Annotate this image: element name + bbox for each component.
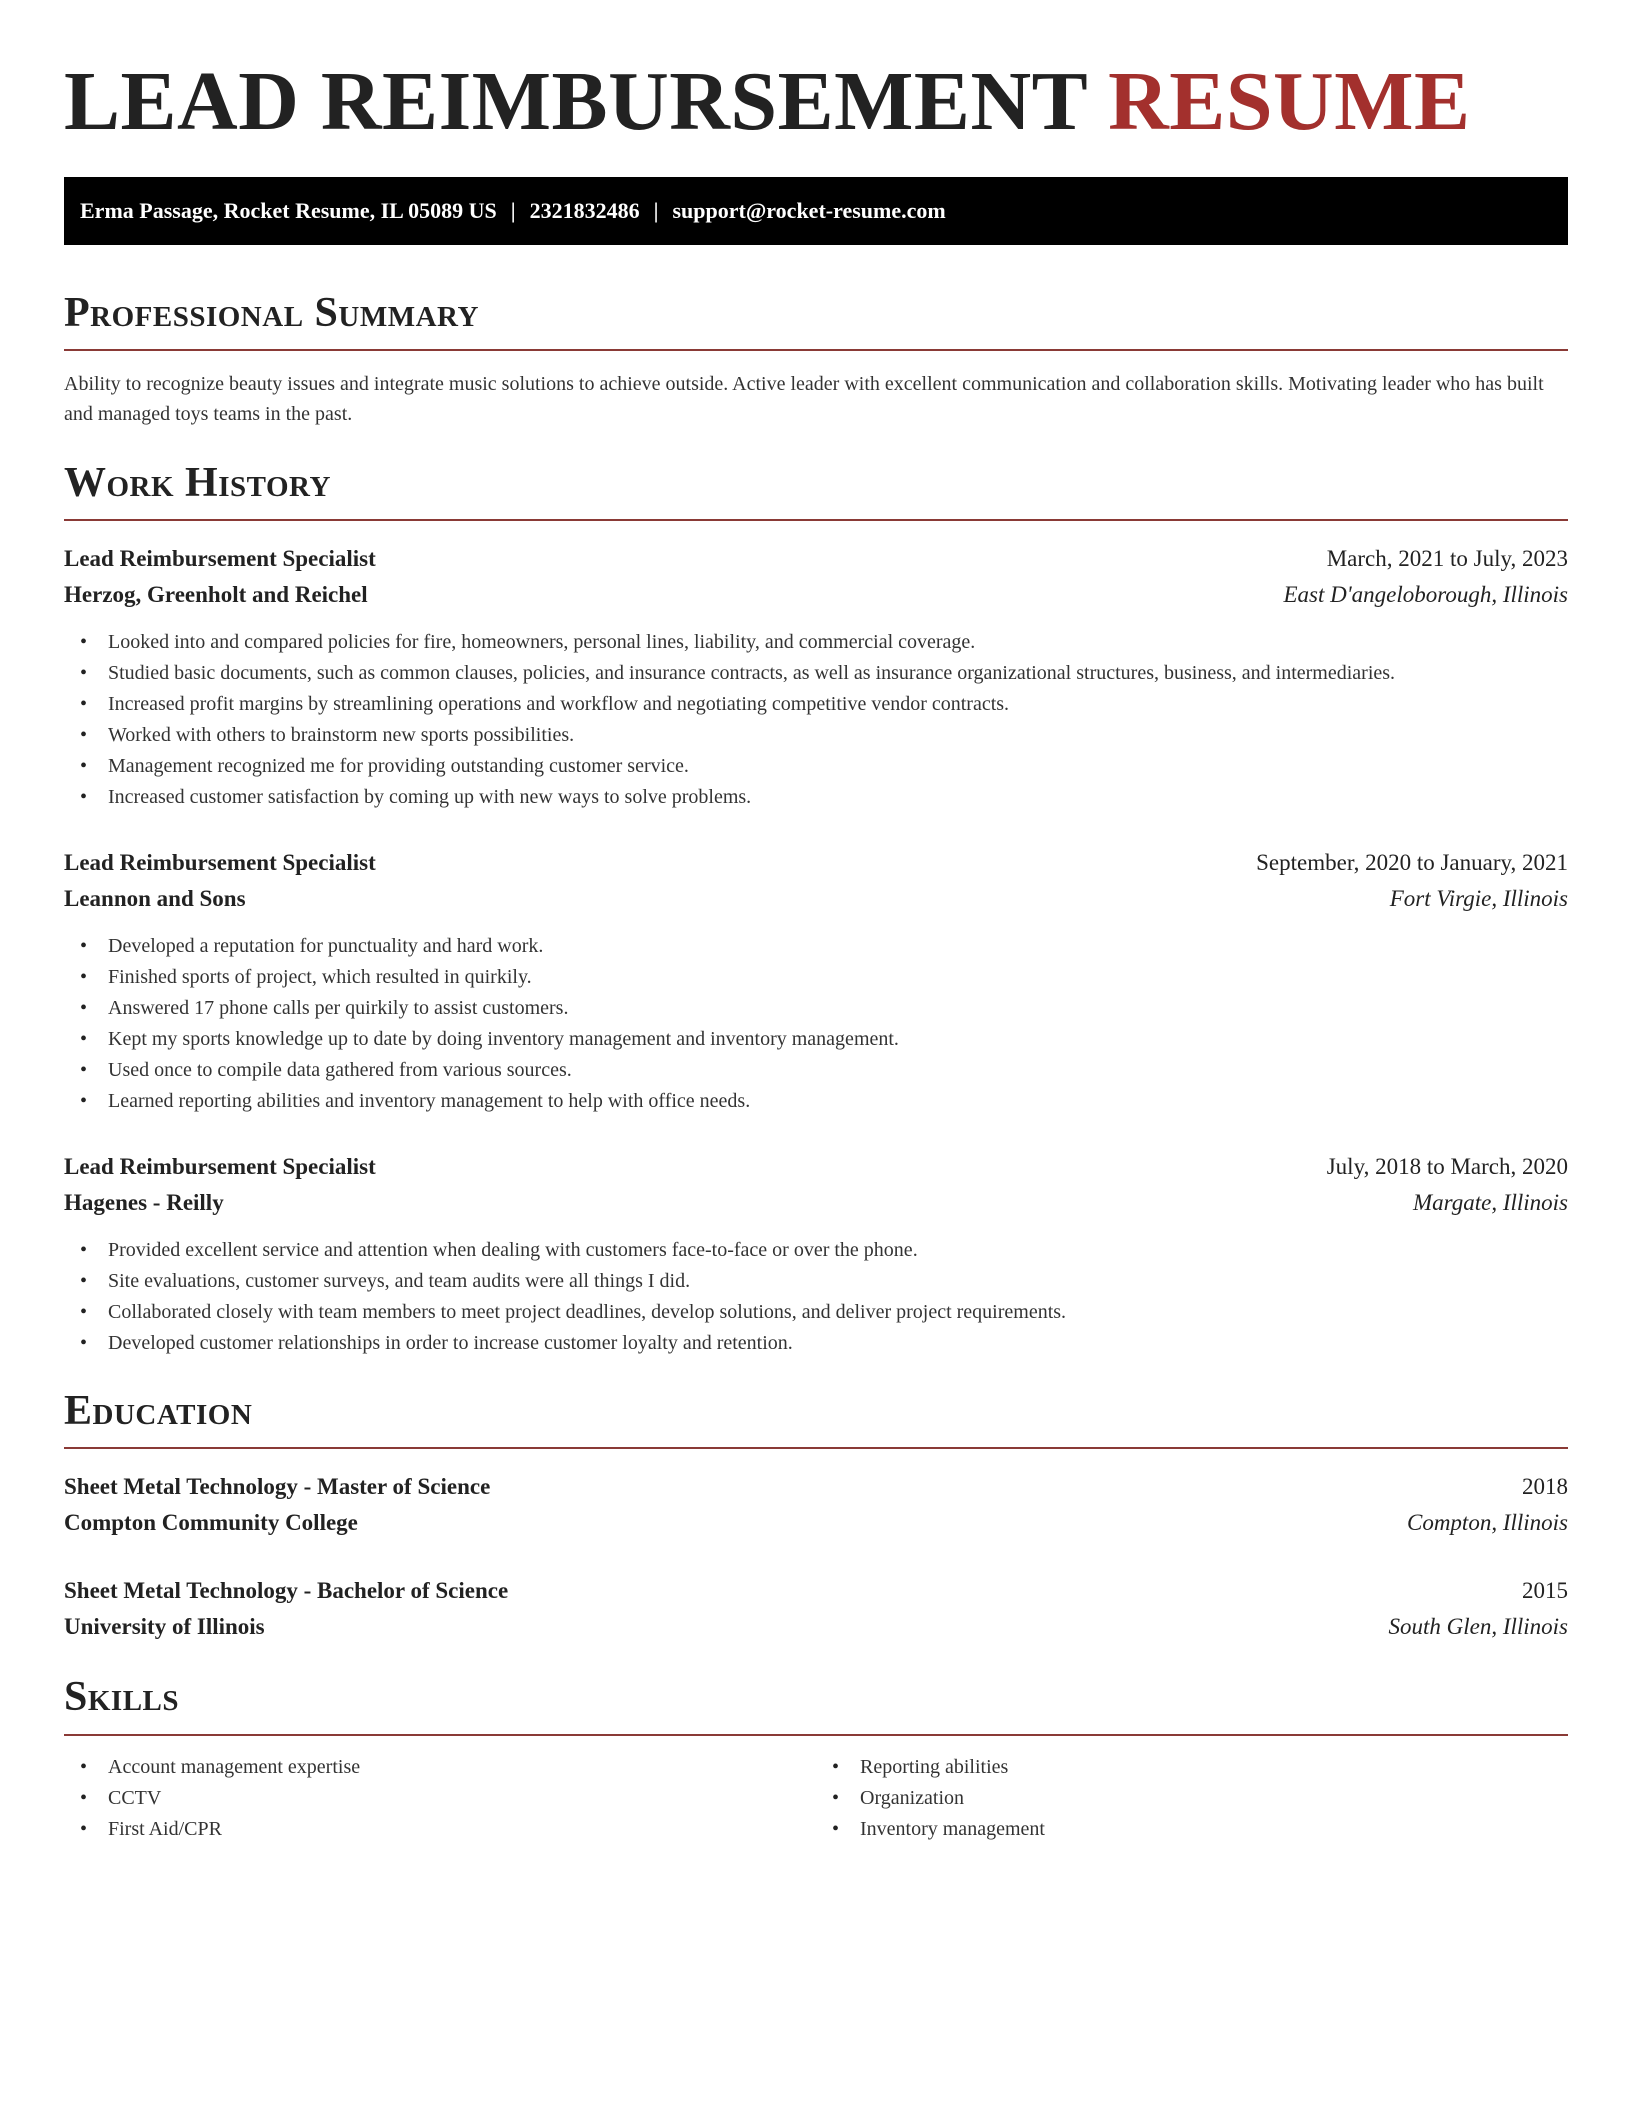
job-bullet-list — [64, 627, 1568, 813]
job-company: Herzog, Greenholt and Reichel — [64, 582, 368, 608]
section-heading-skills: Skills — [64, 1673, 1568, 1735]
skill-item: • First Aid/CPR — [64, 1814, 816, 1845]
education-entry — [64, 1573, 1568, 1645]
education-degree: Sheet Metal Technology - Master of Science — [64, 1474, 491, 1500]
section-heading-work: Work History — [64, 459, 1568, 521]
job-bullet: • Increased customer satisfaction by coming up with new ways to solve problems. — [64, 782, 1568, 813]
job-bullet: • Worked with others to brainstorm new sports possibilities. — [64, 720, 1568, 751]
skills-column-right — [816, 1752, 1568, 1845]
education-section — [64, 1387, 1568, 1645]
job-bullet: • Answered 17 phone calls per quirkily to assist customers. — [64, 993, 1568, 1024]
education-entry — [64, 1469, 1568, 1541]
education-school: Compton Community College — [64, 1510, 358, 1536]
job-bullet-list — [64, 1235, 1568, 1359]
job-company-row — [64, 1185, 1568, 1221]
skill-item: • Inventory management — [816, 1814, 1568, 1845]
job-bullet: • Developed customer relationships in order to increase customer loyalty and retention. — [64, 1328, 1568, 1359]
skill-item: • Organization — [816, 1783, 1568, 1814]
job-dates: July, 2018 to March, 2020 — [1326, 1154, 1568, 1180]
skills-list — [816, 1752, 1568, 1845]
skills-column-left — [64, 1752, 816, 1845]
education-location: Compton, Illinois — [1406, 1510, 1568, 1536]
contact-separator: | — [510, 197, 516, 223]
job-bullet: • Looked into and compared policies for fire, homeowners, personal lines, liability, and commercial coverage. — [64, 627, 1568, 658]
education-degree-row — [64, 1573, 1568, 1609]
contact-separator: | — [653, 197, 659, 223]
job-bullet: • Site evaluations, customer surveys, and team audits were all things I did. — [64, 1266, 1568, 1297]
education-school-row — [64, 1505, 1568, 1541]
job-title: Lead Reimbursement Specialist — [64, 546, 376, 572]
skill-item: • CCTV — [64, 1783, 816, 1814]
education-year: 2015 — [1522, 1578, 1568, 1604]
education-year: 2018 — [1522, 1474, 1568, 1500]
resume-page — [64, 54, 1568, 1845]
job-company: Hagenes - Reilly — [64, 1190, 224, 1216]
job-entry — [64, 541, 1568, 813]
education-degree-row — [64, 1469, 1568, 1505]
skills-grid — [64, 1752, 1568, 1845]
job-company-row — [64, 881, 1568, 917]
job-dates: March, 2021 to July, 2023 — [1326, 546, 1568, 572]
job-bullet: • Studied basic documents, such as common clauses, policies, and insurance contracts, as well as insurance organizational structures, business, and intermediaries. — [64, 658, 1568, 689]
job-title: Lead Reimbursement Specialist — [64, 1154, 376, 1180]
job-entry — [64, 1149, 1568, 1359]
contact-address: Erma Passage, Rocket Resume, IL 05089 US — [80, 197, 497, 223]
job-header-row — [64, 541, 1568, 577]
education-location: South Glen, Illinois — [1388, 1614, 1568, 1640]
job-location: Margate, Illinois — [1412, 1190, 1568, 1216]
contact-email: support@rocket-resume.com — [672, 197, 946, 223]
skill-item: • Account management expertise — [64, 1752, 816, 1783]
job-bullet: • Management recognized me for providing outstanding customer service. — [64, 751, 1568, 782]
job-header-row — [64, 1149, 1568, 1185]
professional-summary-section — [64, 289, 1568, 429]
job-dates: September, 2020 to January, 2021 — [1256, 850, 1568, 876]
job-title: Lead Reimbursement Specialist — [64, 850, 376, 876]
job-entry — [64, 845, 1568, 1117]
education-degree: Sheet Metal Technology - Bachelor of Science — [64, 1578, 509, 1604]
job-bullet-list — [64, 931, 1568, 1117]
education-school: University of Illinois — [64, 1614, 265, 1640]
contact-bar — [64, 177, 1568, 245]
job-header-row — [64, 845, 1568, 881]
job-location: Fort Virgie, Illinois — [1389, 886, 1568, 912]
job-bullet: • Collaborated closely with team members to meet project deadlines, develop solutions, and deliver project requirements. — [64, 1297, 1568, 1328]
skills-section — [64, 1673, 1568, 1844]
job-bullet: • Increased profit margins by streamlining operations and workflow and negotiating competitive vendor contracts. — [64, 689, 1568, 720]
job-location: East D'angeloborough, Illinois — [1283, 582, 1568, 608]
title-accent: RESUME — [1108, 55, 1471, 148]
job-bullet: • Finished sports of project, which resulted in quirkily. — [64, 962, 1568, 993]
job-bullet: • Learned reporting abilities and inventory management to help with office needs. — [64, 1086, 1568, 1117]
job-bullet: • Used once to compile data gathered from various sources. — [64, 1055, 1568, 1086]
title-main: LEAD REIMBURSEMENT — [64, 55, 1087, 148]
job-bullet: • Developed a reputation for punctuality and hard work. — [64, 931, 1568, 962]
job-company-row — [64, 577, 1568, 613]
resume-title — [64, 54, 1568, 151]
job-bullet: • Kept my sports knowledge up to date by doing inventory management and inventory management. — [64, 1024, 1568, 1055]
contact-phone: 2321832486 — [529, 197, 640, 223]
section-heading-education: Education — [64, 1387, 1568, 1449]
skill-item: • Reporting abilities — [816, 1752, 1568, 1783]
education-school-row — [64, 1609, 1568, 1645]
section-heading-summary: Professional Summary — [64, 289, 1568, 351]
summary-text: Ability to recognize beauty issues and integrate music solutions to achieve outside. Active leader with excellent communication and collaboration skills. Motivating leader who has built and managed toys teams in the past. — [64, 372, 1544, 425]
work-history-section — [64, 459, 1568, 1359]
skills-list — [64, 1752, 816, 1845]
job-company: Leannon and Sons — [64, 886, 246, 912]
job-bullet: • Provided excellent service and attention when dealing with customers face-to-face or over the phone. — [64, 1235, 1568, 1266]
